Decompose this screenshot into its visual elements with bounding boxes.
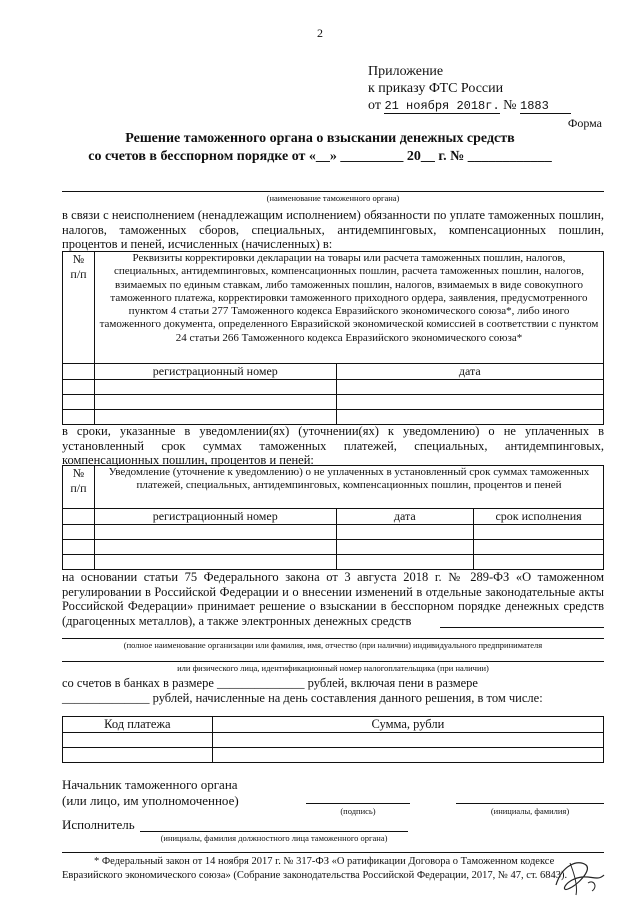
appendix-block xyxy=(368,63,571,115)
handwritten-number: 1883 xyxy=(520,99,571,114)
form-label: Форма xyxy=(567,116,602,130)
declarations-table xyxy=(62,251,604,425)
person-caption: или физического лица, идентификационный номер налогоплательщика (при наличии) xyxy=(177,663,489,673)
initials-line xyxy=(456,803,604,804)
table-row xyxy=(63,525,604,540)
org-name-line xyxy=(62,638,604,639)
handwritten-signature-icon xyxy=(548,855,608,897)
signature-caption: (подпись) xyxy=(340,806,376,816)
appendix-line2: к приказу ФТС России xyxy=(368,81,504,96)
registration-number-header: регистрационный номер xyxy=(94,364,336,380)
executor-line xyxy=(140,831,408,832)
signature-line xyxy=(306,803,410,804)
footnote: * Федеральный закон от 14 ноября 2017 г. № 317-ФЗ «О ратификации Договора о Таможенном кодексе Евразийского экономического союза» (Собрание законодательства Российской Федерации, 2017, № 47, ст. 6843). xyxy=(62,856,568,881)
title-line1: Решение таможенного органа о взыскании денежных средств xyxy=(125,131,515,146)
paragraph-4-line1: со счетов в банках в размере ______________ рублей, включая пени в размере xyxy=(62,676,478,690)
payments-table xyxy=(62,716,604,763)
declaration-header: Реквизиты корректировки декларации на товары или расчета таможенных пошлин, налогов, специальных, антидемпинговых, компенсационных пошлин, расчета таможенных пошлин, налогов, взимаемых по единым ставкам, либо таможенных пошлин, налогов, взимаемых в виде совокупного таможенного платежа, корректировки таможенного приходного ордера, заявления, предусмотренного пунктом 4 статьи 277 Таможенного кодекса Евразийского экономического союза*, либо иного таможенного документа, определенного Евразийской экономической комиссией в соответствии с пунктом 24 статьи 266 Таможенного кодекса Евразийского экономического союза* xyxy=(94,252,603,364)
executor-caption: (инициалы, фамилия должностного лица таможенного органа) xyxy=(160,833,388,843)
sum-header: Сумма, рубли xyxy=(212,717,603,733)
table-row xyxy=(63,540,604,555)
appendix-order-line xyxy=(368,97,571,115)
notification-header: Уведомление (уточнение к уведомлению) о не уплаченных в установленный срок суммах таможенных платежей, специальных, антидемпинговых, компенсационных пошлин, процентов и пеней xyxy=(94,466,603,509)
date-header: дата xyxy=(336,509,474,525)
paragraph-3: на основании статьи 75 Федерального закона от 3 августа 2018 г. № 289-ФЗ «О таможенном регулировании в Российской Федерации и о внесении изменений в отдельные законодательные акты Российской Федерации» принимает решение о взыскании в бесспорном порядке денежных средств (драгоценных металлов), а также электронных денежных средств xyxy=(62,570,604,628)
table-row xyxy=(63,395,604,410)
table-row xyxy=(63,733,604,748)
table-cell xyxy=(63,364,95,380)
appendix-line1: Приложение xyxy=(368,64,444,79)
paragraph-2: в сроки, указанные в уведомлении(ях) (уточнении(ях) к уведомлению) о не уплаченных в установленный срок суммах таможенных платежей, специальных, антидемпинговых, компенсационных пошлин, процентов и пеней: xyxy=(62,424,604,467)
registration-number-header: регистрационный номер xyxy=(94,509,336,525)
document-title xyxy=(0,130,640,166)
chief-line2: (или лицо, им уполномоченное) xyxy=(62,793,239,808)
deadline-header: срок исполнения xyxy=(474,509,604,525)
footnote-separator xyxy=(62,852,604,853)
notifications-table xyxy=(62,465,604,570)
title-line2: со счетов в бесспорном порядке от «__» _________ 20__ г. № ____________ xyxy=(88,149,552,164)
electronic-funds-line xyxy=(440,627,604,628)
org-name-caption: (полное наименование организации или фамилия, имя, отчество (при наличии) индивидуального предпринимателя xyxy=(123,640,543,650)
customs-body-line xyxy=(62,191,604,192)
table-row xyxy=(63,410,604,425)
paragraph-1: в связи с неисполнением (ненадлежащим исполнением) обязанности по уплате таможенных пошлин, налогов, таможенных сборов, специальных, антидемпинговых, компенсационных пошлин, процентов и пеней, исчисленных (начисленных) в: xyxy=(62,208,604,251)
person-line xyxy=(62,661,604,662)
executor-label: Исполнитель xyxy=(62,817,135,832)
date-header: дата xyxy=(336,364,603,380)
date-prefix: от xyxy=(368,98,381,113)
chief-line1: Начальник таможенного органа xyxy=(62,777,238,792)
paragraph-4-line2: ______________ рублей, начисленные на день составления данного решения, в том числе: xyxy=(62,691,543,705)
chief-label xyxy=(62,777,239,809)
table-cell xyxy=(63,509,95,525)
payment-code-header: Код платежа xyxy=(63,717,213,733)
table-row xyxy=(63,748,604,763)
customs-body-caption: (наименование таможенного органа) xyxy=(266,193,400,203)
handwritten-date: 21 ноября 2018г. xyxy=(384,99,500,113)
table-row xyxy=(63,380,604,395)
initials-caption: (инициалы, фамилия) xyxy=(490,806,570,816)
col-number-header: № п/п xyxy=(63,466,95,509)
table-row xyxy=(63,555,604,570)
col-number-header: № п/п xyxy=(63,252,95,364)
page-number: 2 xyxy=(317,26,323,40)
number-prefix: № xyxy=(503,98,517,113)
